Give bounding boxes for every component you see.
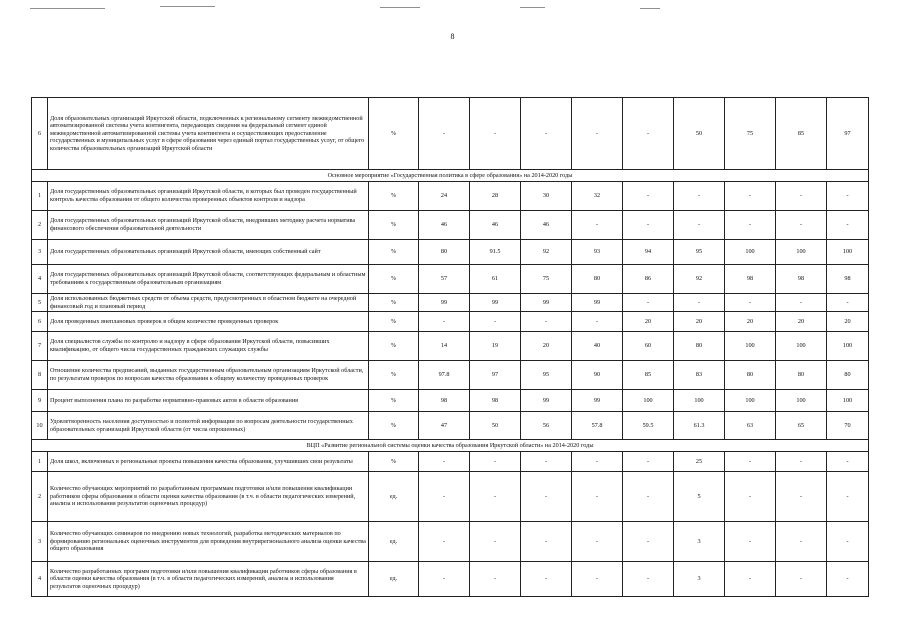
- unit-cell: ед.: [369, 472, 419, 522]
- indicators-table: [31, 97, 869, 597]
- value-cell: 98: [827, 265, 869, 294]
- value-cell: 97: [470, 361, 521, 390]
- indicator-name: Процент выполнения плана по разработке нормативно-правовых актов в области образования: [48, 390, 369, 412]
- value-cell: 19: [470, 332, 521, 361]
- value-cell: 100: [725, 240, 776, 265]
- table-row: [32, 240, 869, 265]
- row-number: 4: [32, 562, 48, 597]
- section-title: ВЦП «Развитие региональной системы оценки качества образования Иркутской области» на 2014-2020 годы: [32, 440, 869, 452]
- value-cell: 24: [419, 182, 470, 211]
- value-cell: 85: [776, 98, 827, 170]
- value-cell: 63: [725, 412, 776, 440]
- value-cell: -: [623, 211, 674, 240]
- value-cell: -: [572, 312, 623, 332]
- value-cell: -: [521, 562, 572, 597]
- value-cell: -: [623, 522, 674, 562]
- value-cell: -: [521, 522, 572, 562]
- page-number: 8: [450, 32, 455, 41]
- unit-cell: %: [369, 390, 419, 412]
- value-cell: 80: [419, 240, 470, 265]
- indicator-name: Удовлетворенность населения доступностью и полнотой информации по вопросам деятельности государственных образовательных организаций Иркутской области (от числа опрошенных): [48, 412, 369, 440]
- value-cell: -: [827, 294, 869, 312]
- unit-cell: %: [369, 211, 419, 240]
- value-cell: -: [725, 522, 776, 562]
- value-cell: 59.5: [623, 412, 674, 440]
- unit-cell: %: [369, 312, 419, 332]
- value-cell: 80: [827, 361, 869, 390]
- value-cell: -: [623, 98, 674, 170]
- value-cell: -: [572, 472, 623, 522]
- value-cell: -: [674, 182, 725, 211]
- value-cell: 75: [725, 98, 776, 170]
- value-cell: -: [419, 452, 470, 472]
- value-cell: -: [521, 472, 572, 522]
- value-cell: -: [419, 472, 470, 522]
- value-cell: 99: [572, 294, 623, 312]
- unit-cell: %: [369, 265, 419, 294]
- row-number: 3: [32, 240, 48, 265]
- value-cell: 92: [521, 240, 572, 265]
- value-cell: 98: [776, 265, 827, 294]
- value-cell: 40: [572, 332, 623, 361]
- table-row: [32, 562, 869, 597]
- row-number: 2: [32, 211, 48, 240]
- indicator-name: Доля образовательных организаций Иркутской области, подключенных к региональному сегменту межведомственной автоматизированной системы учета контингента, передающих сведения на федеральный сегмент единой межведомственной автоматизированной системы учета контингента и осуществляющих предоставление государственных и муниципальных услуг в сфере образования через единый портал государственных услуг, от общего количества образовательных организаций Иркутской области: [48, 98, 369, 170]
- value-cell: 50: [674, 98, 725, 170]
- value-cell: 80: [572, 265, 623, 294]
- value-cell: 61.3: [674, 412, 725, 440]
- indicator-name: Доля государственных образовательных организаций Иркутской области, внедривших методику расчета норматива финансового обеспечения образовательной деятельности: [48, 211, 369, 240]
- value-cell: -: [572, 452, 623, 472]
- value-cell: -: [725, 562, 776, 597]
- value-cell: 98: [725, 265, 776, 294]
- value-cell: -: [776, 562, 827, 597]
- value-cell: 5: [674, 472, 725, 522]
- row-number: 8: [32, 361, 48, 390]
- value-cell: 92: [674, 265, 725, 294]
- unit-cell: %: [369, 452, 419, 472]
- value-cell: 95: [674, 240, 725, 265]
- value-cell: 50: [470, 412, 521, 440]
- value-cell: 14: [419, 332, 470, 361]
- value-cell: 20: [521, 332, 572, 361]
- value-cell: -: [572, 98, 623, 170]
- value-cell: 83: [674, 361, 725, 390]
- indicator-name: Доля использованных бюджетных средств от объема средств, предусмотренных в областном бюджете на очередной финансовый год и плановый период: [48, 294, 369, 312]
- value-cell: 20: [827, 312, 869, 332]
- value-cell: -: [572, 211, 623, 240]
- section-title: Основное мероприятие «Государственная политика в сфере образования» на 2014-2020 годы: [32, 170, 869, 182]
- value-cell: 100: [725, 332, 776, 361]
- value-cell: 100: [776, 390, 827, 412]
- value-cell: -: [470, 562, 521, 597]
- indicator-name: Доля проведенных внеплановых проверок в общем количестве проведенных проверок: [48, 312, 369, 332]
- value-cell: 99: [419, 294, 470, 312]
- unit-cell: %: [369, 412, 419, 440]
- value-cell: 100: [827, 332, 869, 361]
- unit-cell: ед.: [369, 522, 419, 562]
- value-cell: 99: [521, 390, 572, 412]
- table-row: [32, 412, 869, 440]
- value-cell: -: [623, 472, 674, 522]
- section-header-row: [32, 170, 869, 182]
- value-cell: -: [470, 312, 521, 332]
- value-cell: -: [776, 452, 827, 472]
- row-number: 1: [32, 452, 48, 472]
- value-cell: 80: [776, 361, 827, 390]
- value-cell: -: [470, 98, 521, 170]
- value-cell: 46: [521, 211, 572, 240]
- value-cell: -: [827, 182, 869, 211]
- value-cell: 90: [572, 361, 623, 390]
- value-cell: 80: [725, 361, 776, 390]
- value-cell: 20: [725, 312, 776, 332]
- value-cell: 56: [521, 412, 572, 440]
- value-cell: -: [725, 182, 776, 211]
- value-cell: -: [470, 472, 521, 522]
- value-cell: 86: [623, 265, 674, 294]
- table-row: [32, 265, 869, 294]
- value-cell: 98: [419, 390, 470, 412]
- table-row: [32, 211, 869, 240]
- value-cell: 100: [776, 332, 827, 361]
- value-cell: 57: [419, 265, 470, 294]
- unit-cell: %: [369, 294, 419, 312]
- table-row: [32, 472, 869, 522]
- value-cell: 100: [674, 390, 725, 412]
- table-row: [32, 522, 869, 562]
- value-cell: -: [572, 522, 623, 562]
- row-number: 4: [32, 265, 48, 294]
- table-row: [32, 98, 869, 170]
- value-cell: -: [776, 211, 827, 240]
- value-cell: -: [827, 452, 869, 472]
- value-cell: 99: [521, 294, 572, 312]
- value-cell: -: [419, 522, 470, 562]
- value-cell: 70: [827, 412, 869, 440]
- row-number: 5: [32, 294, 48, 312]
- value-cell: 75: [521, 265, 572, 294]
- value-cell: 25: [674, 452, 725, 472]
- value-cell: 85: [623, 361, 674, 390]
- value-cell: -: [776, 294, 827, 312]
- indicator-name: Доля государственных образовательных организаций Иркутской области, соответствующих федеральным и областным требованиям к государственным образовательным организациям: [48, 265, 369, 294]
- indicator-name: Отношение количества предписаний, выданных государственным образовательным организациям Иркутской области, по результатам проверок по вопросам качества образования к общему количеству проведенных проверок: [48, 361, 369, 390]
- indicator-name: Доля государственных образовательных организаций Иркутской области, в которых был проведен государственный контроль качества образования от общего количества проверенных объектов контроля и надзора: [48, 182, 369, 211]
- table-row: [32, 312, 869, 332]
- value-cell: 65: [776, 412, 827, 440]
- value-cell: -: [623, 562, 674, 597]
- value-cell: 99: [470, 294, 521, 312]
- value-cell: 100: [725, 390, 776, 412]
- value-cell: -: [623, 182, 674, 211]
- scan-artifact: [30, 8, 105, 9]
- row-number: 7: [32, 332, 48, 361]
- table-row: [32, 182, 869, 211]
- row-number: 1: [32, 182, 48, 211]
- value-cell: 47: [419, 412, 470, 440]
- value-cell: 32: [572, 182, 623, 211]
- row-number: 3: [32, 522, 48, 562]
- unit-cell: %: [369, 332, 419, 361]
- value-cell: 3: [674, 562, 725, 597]
- indicator-name: Количество обучающих семинаров по внедрению новых технологий, разработка методических материалов по формированию региональных оценочных инструментов для проведения внутрирегионального анализа оценки качества общего образования: [48, 522, 369, 562]
- table-row: [32, 294, 869, 312]
- value-cell: -: [674, 211, 725, 240]
- indicator-name: Количество разработанных программ подготовки и/или повышения квалификации работников сферы образования в области оценки качества образования (в т.ч. в области педагогических измерений, анализа и использования результатов оценочных процедур): [48, 562, 369, 597]
- value-cell: 100: [623, 390, 674, 412]
- value-cell: 46: [419, 211, 470, 240]
- value-cell: 30: [521, 182, 572, 211]
- value-cell: 28: [470, 182, 521, 211]
- value-cell: -: [470, 452, 521, 472]
- value-cell: 97.8: [419, 361, 470, 390]
- value-cell: 20: [674, 312, 725, 332]
- value-cell: -: [776, 472, 827, 522]
- indicator-name: Доля школ, включенных в региональные проекты повышения качества образования, улучшивших свои результаты: [48, 452, 369, 472]
- value-cell: -: [521, 312, 572, 332]
- row-number: 9: [32, 390, 48, 412]
- value-cell: 60: [623, 332, 674, 361]
- value-cell: -: [827, 562, 869, 597]
- value-cell: -: [827, 472, 869, 522]
- value-cell: -: [725, 472, 776, 522]
- row-number: 6: [32, 312, 48, 332]
- value-cell: 99: [572, 390, 623, 412]
- value-cell: -: [827, 211, 869, 240]
- indicator-name: Доля специалистов службы по контролю и надзору в сфере образования Иркутской области, повысивших квалификацию, от общего числа государственных гражданских служащих службы: [48, 332, 369, 361]
- value-cell: 97: [827, 98, 869, 170]
- value-cell: -: [776, 182, 827, 211]
- value-cell: -: [827, 522, 869, 562]
- value-cell: 46: [470, 211, 521, 240]
- table-row: [32, 390, 869, 412]
- value-cell: -: [521, 452, 572, 472]
- value-cell: 100: [776, 240, 827, 265]
- unit-cell: %: [369, 240, 419, 265]
- value-cell: 95: [521, 361, 572, 390]
- value-cell: -: [419, 562, 470, 597]
- indicator-name: Доля государственных образовательных организаций Иркутской области, имеющих собственный сайт: [48, 240, 369, 265]
- value-cell: 61: [470, 265, 521, 294]
- section-header-row: [32, 440, 869, 452]
- value-cell: 20: [623, 312, 674, 332]
- unit-cell: %: [369, 361, 419, 390]
- row-number: 2: [32, 472, 48, 522]
- value-cell: 100: [827, 390, 869, 412]
- value-cell: 57.8: [572, 412, 623, 440]
- scan-artifact: [160, 6, 215, 7]
- value-cell: -: [623, 294, 674, 312]
- value-cell: -: [623, 452, 674, 472]
- value-cell: -: [419, 312, 470, 332]
- unit-cell: %: [369, 98, 419, 170]
- scan-artifact: [380, 7, 420, 8]
- scan-artifact: [520, 7, 545, 8]
- indicator-name: Количество обучающих мероприятий по разработанным программам подготовки и/или повышения квалификации работников сферы образования в области оценки качества образования (в т.ч. в области педагогических измерений, анализа и использования результатов оценочных процедур): [48, 472, 369, 522]
- scan-artifact: [640, 8, 660, 9]
- row-number: 6: [32, 98, 48, 170]
- value-cell: 94: [623, 240, 674, 265]
- value-cell: -: [419, 98, 470, 170]
- unit-cell: ед.: [369, 562, 419, 597]
- value-cell: 98: [470, 390, 521, 412]
- value-cell: 20: [776, 312, 827, 332]
- unit-cell: %: [369, 182, 419, 211]
- value-cell: -: [674, 294, 725, 312]
- value-cell: 100: [827, 240, 869, 265]
- value-cell: -: [521, 98, 572, 170]
- table-row: [32, 361, 869, 390]
- value-cell: -: [725, 211, 776, 240]
- value-cell: -: [470, 522, 521, 562]
- table-row: [32, 332, 869, 361]
- value-cell: 3: [674, 522, 725, 562]
- table-row: [32, 452, 869, 472]
- value-cell: -: [725, 294, 776, 312]
- value-cell: 80: [674, 332, 725, 361]
- row-number: 10: [32, 412, 48, 440]
- value-cell: 91.5: [470, 240, 521, 265]
- value-cell: -: [776, 522, 827, 562]
- value-cell: -: [725, 452, 776, 472]
- value-cell: 93: [572, 240, 623, 265]
- value-cell: -: [572, 562, 623, 597]
